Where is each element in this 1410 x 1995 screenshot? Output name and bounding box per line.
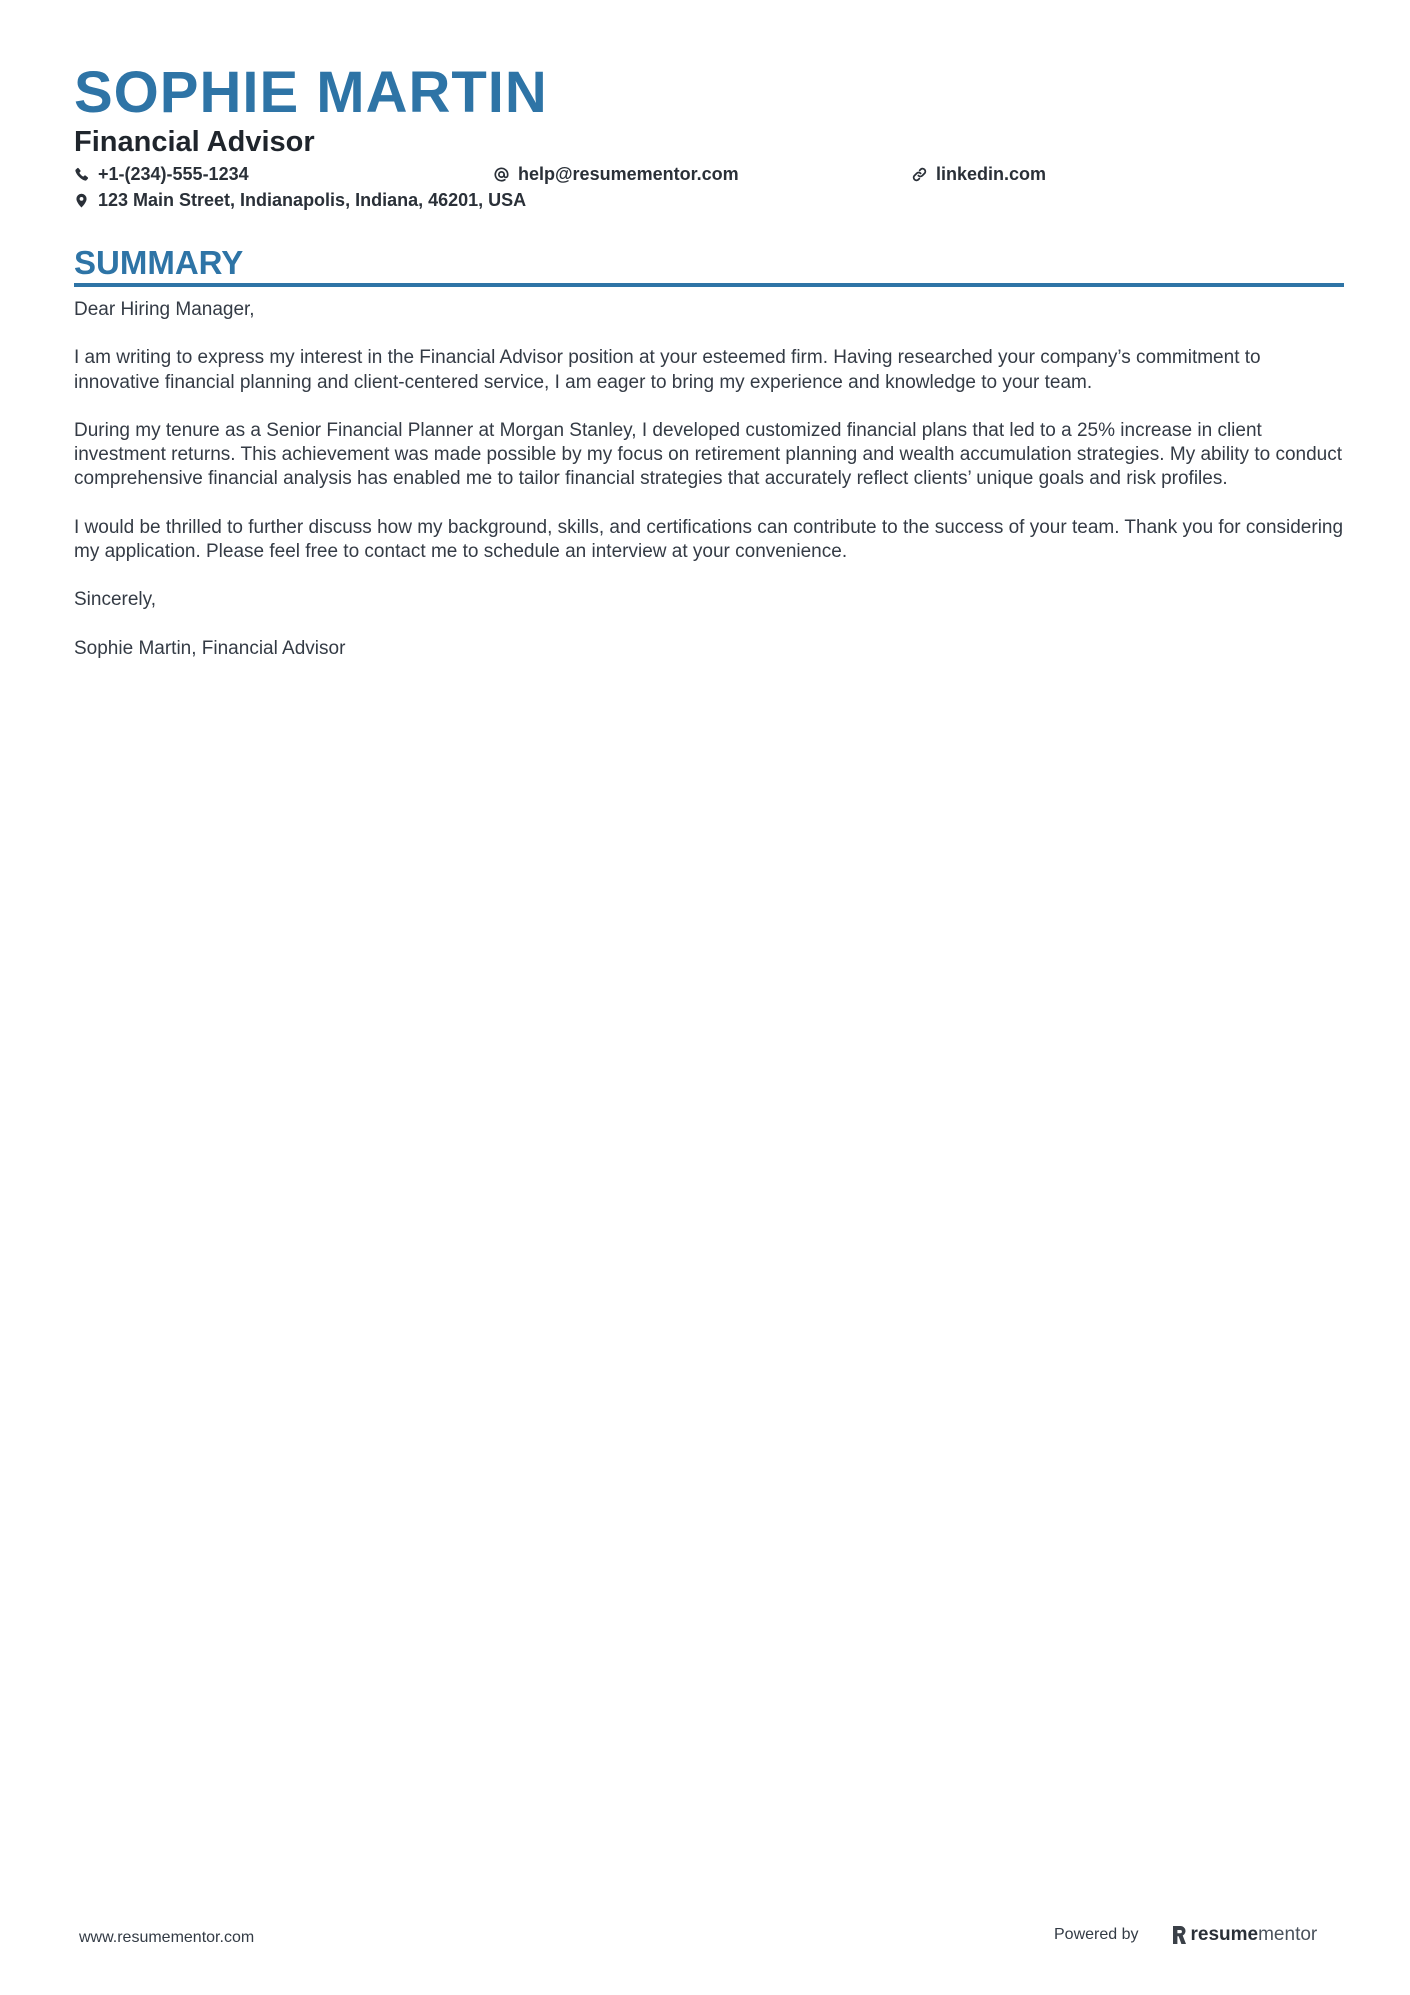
letter-paragraph: I am writing to express my interest in the Financial Advisor position at your esteemed firm. Having researched your company’s commitment to innovative financial planning and client-centered service, I am eager to bring my experience and knowledge to your team. [74, 347, 1261, 393]
brand-name-part1: resume [1190, 1924, 1259, 1945]
address-text: 123 Main Street, Indianapolis, Indiana, 46201, USA [98, 189, 527, 210]
contact-email [494, 164, 739, 185]
link-text[interactable]: linkedin.com [936, 163, 1047, 184]
section-divider [74, 283, 1344, 287]
letter-paragraph: During my tenure as a Senior Financial Planner at Morgan Stanley, I developed customized financial plans that led to a 25% increase in client investment returns. This achievement was made possible by my focus on retirement planning and wealth accumulation strategies. My ability to conduct comprehensive financial analysis has enabled me to tailor financial strategies that accurately reflect clients’ unique goals and risk profiles. [74, 419, 1342, 490]
map-pin-icon [74, 193, 89, 208]
phone-text[interactable]: +1-(234)-555-1234 [98, 163, 249, 184]
footer-branding [1054, 1924, 1317, 1946]
closing: Sincerely, [74, 589, 157, 611]
letter-paragraph: I would be thrilled to further discuss how my background, skills, and certifications can contribute to the success of your team. Thank you for considering my application. Please feel free to contact me to schedule an interview at your convenience. [74, 516, 1344, 562]
footer-website[interactable]: www.resumementor.com [79, 1929, 255, 1946]
at-sign-icon [494, 167, 509, 182]
phone-icon [74, 167, 89, 182]
section-heading-summary: SUMMARY [74, 244, 244, 281]
link-icon [912, 167, 927, 182]
brand-name-part2: mentor [1258, 1924, 1318, 1945]
contact-phone [74, 164, 249, 185]
contact-address [74, 190, 526, 211]
email-text[interactable]: help@resumementor.com [518, 163, 739, 184]
job-title: Financial Advisor [74, 126, 315, 158]
powered-by-label: Powered by [1054, 1926, 1139, 1943]
candidate-name: SOPHIE MARTIN [74, 60, 548, 125]
address-row [74, 188, 526, 212]
signature-line: Sophie Martin, Financial Advisor [74, 637, 346, 659]
salutation: Dear Hiring Manager, [74, 299, 255, 320]
resumementor-logo-icon [1171, 1925, 1187, 1945]
contact-link [912, 164, 1046, 185]
letter-body [74, 298, 1344, 685]
brand-link[interactable] [1171, 1924, 1318, 1946]
